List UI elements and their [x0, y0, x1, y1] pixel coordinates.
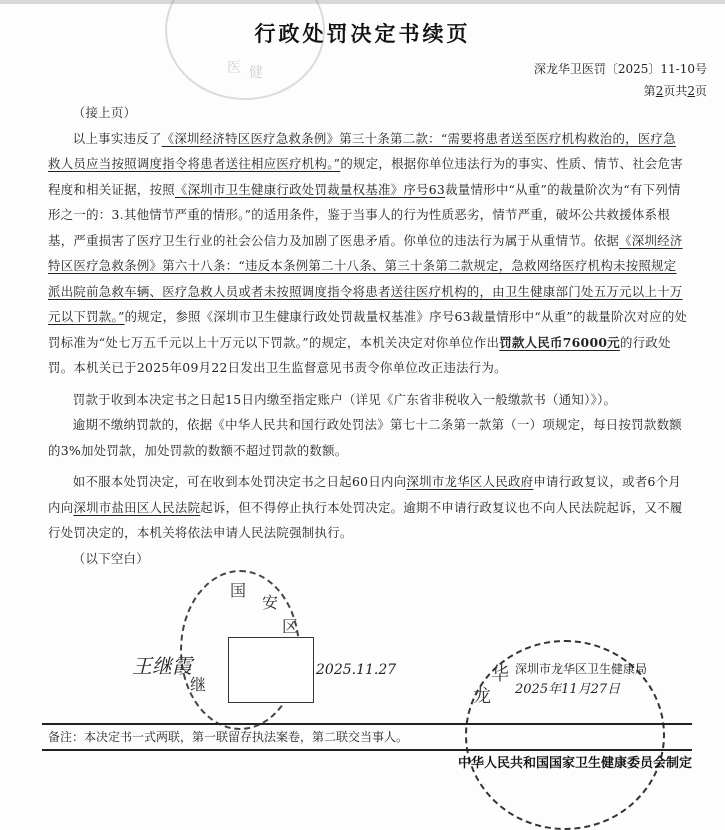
- paragraph-violation: [48, 126, 688, 381]
- continued-label: （接上页）: [72, 105, 137, 120]
- text: 的规定，参照《深圳市卫生健康行政处罚裁量权基准》序号63裁量情形中“从重”的裁量阶次对应的处罚标准为“处七万五千元以上十万元以下罚款。”的规定，本机关决定对你单位作出: [48, 309, 688, 350]
- stamp-char: 国: [230, 581, 247, 600]
- law-citation: 《深圳经济特区医疗急救条例》第三十条第二款：“需要将患者送至医疗机构救治的，医疗急救人员应当按照调度指令将患者送往相应医疗机构。”: [48, 130, 676, 171]
- text: 如不服本处罚决定，可在收到本处罚决定书之日起60日内向: [72, 474, 407, 489]
- page-mid: 页共: [663, 84, 688, 98]
- faint-stamp-seal: [165, 0, 325, 100]
- text: 起诉，但不得停止执行本处罚决定。逾期不申请行政复议也不向人民法院起诉，又不履行处罚决定的，本机关将依法申请人民法院强制执行。: [48, 499, 683, 540]
- text: 的规定，根据你单位违法行为的事实、性质、情节、社会危害程度和相关证据，按照: [48, 156, 683, 197]
- divider: [42, 723, 692, 725]
- page-indicator: [534, 80, 707, 102]
- fine-amount: 罚款人民币76000元: [499, 334, 621, 350]
- stamp-char: 区: [282, 617, 299, 636]
- paragraph-late-penalty: 逾期不缴纳罚款的，依据《中华人民共和国行政处罚法》第七十二条第一款第（一）项规定，每日按罚款数额的3%加处罚款，加处罚款的数额不超过罚款的数额。: [48, 417, 682, 458]
- stamp-char: 继: [190, 675, 207, 694]
- review-authority: 深圳市龙华区人民政府: [406, 474, 534, 489]
- form-maker: 中华人民共和国国家卫生健康委员会制定: [457, 756, 692, 771]
- text: 以上事实违反了: [72, 130, 162, 146]
- redacted-box: [228, 637, 314, 703]
- stamp-char: 安: [262, 593, 279, 612]
- issuer-name: 深圳市龙华区卫生健康局: [515, 662, 648, 676]
- footnote: 备注：本决定书一式两联，第一联留存执法案卷，第二联交当事人。: [48, 730, 409, 744]
- divider: [42, 749, 692, 751]
- page-suffix: 页: [694, 84, 707, 98]
- issuer-date: 2025年11月27日: [515, 682, 621, 697]
- paragraph-appeal: [48, 469, 688, 546]
- page-current: 2: [655, 84, 664, 98]
- paragraph-payment: 罚款于收到本决定书之日起15日内缴至指定账户（详见《广东省非税收入一般缴款书（通知）》）。: [72, 391, 617, 407]
- court: 深圳市盐田区人民法院: [73, 499, 201, 515]
- handwritten-signature: 王继霞: [132, 654, 192, 678]
- stamp-char: 健: [249, 65, 263, 81]
- stamp-char: 华: [491, 664, 509, 685]
- page-prefix: 第: [643, 84, 656, 98]
- page-total: 2: [687, 84, 695, 98]
- stamp-char: 龙: [473, 686, 491, 707]
- law-citation: 《深圳经济特区医疗急救条例》第六十八条：“违反本条例第二十八条、第三十条第二款规定，急救网络医疗机构未按照规定派出院前急救车辆、医疗急救人员或者未按照调度指令将患者送往医疗机构的，由卫生健康部门处五万元以上十万元以下罚款。”: [48, 232, 683, 324]
- standard-citation: 《深圳市卫生健康行政处罚裁量权基准》序号63: [174, 181, 446, 197]
- text: 裁量情形中“从重”的裁量阶次为“有下列情形之一的：3.其他情节严重的情形。”的适用条件，鉴于当事人的行为性质恶劣，情节严重，破坏公共救援体系根基，严重损害了医疗卫生行业的社会公信力及加剧了医患矛盾。你单位的违法行为属于从重情节。依据: [48, 181, 681, 248]
- handwritten-date: 2025.11.27: [316, 662, 397, 678]
- text: 的行政处罚。本机关已于2025年09月22日发出卫生监督意见书责令你单位改正违法行为。: [48, 334, 671, 375]
- blank-below-label: （以下空白）: [72, 550, 149, 566]
- text: 申请行政复议，或者6个月内向: [48, 474, 682, 515]
- stamp-char: 医: [227, 60, 241, 76]
- document-number-block: [534, 58, 707, 102]
- scan-edge: [0, 0, 725, 4]
- document-body: [48, 100, 688, 571]
- document-title: 行政处罚决定书续页: [254, 22, 471, 46]
- document-number: 深龙华卫医罚〔2025〕11-10号: [533, 62, 707, 76]
